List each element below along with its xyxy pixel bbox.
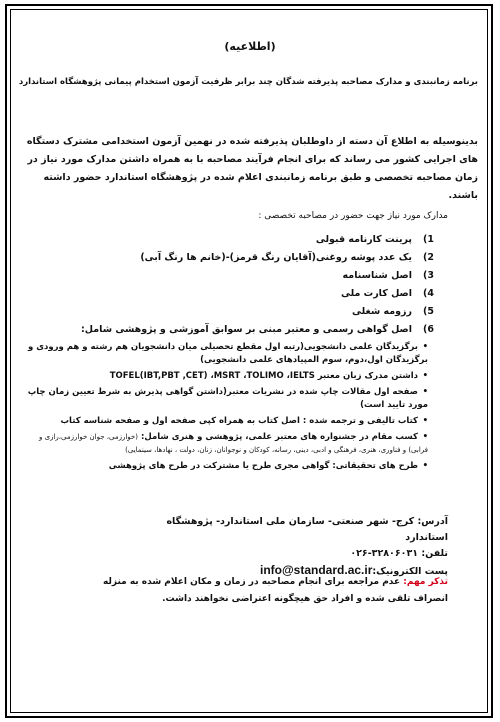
list-item: 6)اصل گواهی رسمی و معتبر مبنی بر سوابق آموزشی و پژوهشی شامل: <box>81 324 434 335</box>
academic-records-list <box>22 341 478 473</box>
bullet-icon: • <box>422 342 428 352</box>
list-item: •داشتن مدرک زبان معتبر TOFEL(IBT,PBT ,CET) ،MSRT ،TOLIMO ،IELTS <box>109 371 428 381</box>
bullet-icon: • <box>422 432 428 442</box>
festival-details: (خوارزمی، جوان خوارزمی،رازی و فرابی) و فناوری، هنری، فرهنگی و ادبی، دینی، رسانه، کودکان و نوجوانان، زنان، دولت ، نهادها، سینمایی) <box>39 433 428 454</box>
required-documents-heading: مدارک مورد نیاز جهت حضور در مصاحبه تخصصی : <box>258 211 448 221</box>
required-documents-list <box>22 233 478 337</box>
list-item: •طرح های تحقیقاتی: گواهی مجری طرح یا مشترکت در طرح های پژوهشی <box>108 461 428 471</box>
bullet-icon: • <box>422 416 428 426</box>
list-item: •صفحه اول مقالات چاپ شده در نشریات معتبر(داشتن گواهی پذیرش به شرط تعیین زمان چاپ مورد تایید است) <box>27 387 428 410</box>
bullet-icon: • <box>422 371 428 381</box>
address-text: آدرس: کرج- شهر صنعتی- سازمان ملی استاندارد- پژوهشگاه استاندارد <box>166 516 448 543</box>
list-item: •کتاب تالیفی و ترجمه شده : اصل کتاب به همراه کپی صفحه اول و صفحه شناسه کتاب <box>60 416 428 426</box>
email-link[interactable]: info@standard.ac.ir <box>259 563 373 577</box>
announcement-body <box>18 40 478 476</box>
list-item: 1)پرینت کارنامه قبولی <box>315 234 434 245</box>
email-line: پست الکترونیک:info@standard.ac.ir <box>259 563 448 577</box>
phone-number: ۰۲۶-۳۲۸۰۶۰۳۱ <box>350 548 419 559</box>
bullet-icon: • <box>422 461 428 471</box>
contact-info <box>148 514 448 580</box>
list-item: •برگزیدگان علمی دانشجویی(رتبه اول مقطع تحصیلی میان دانشجویان هم رشته و هم ورودی و برگزیدگان اول،دوم، سوم المپیادهای علمی دانشجویی) <box>27 342 428 365</box>
important-notice <box>68 574 448 608</box>
list-item: 5)رزومه شغلی <box>352 306 434 317</box>
notice-text: عدم مراجعه برای انجام مصاحبه در زمان و مکان اعلام شده به منزله انصراف تلقی شده و افراد حق هیچگونه اعتراضی نخواهند داشت. <box>103 577 448 604</box>
list-item: •کسب مقام در جشنواره های معتبر علمی، پژوهشی و هنری شامل: (خوارزمی، جوان خوارزمی،رازی و فرابی) و فناوری، هنری، فرهنگی و ادبی، دینی، رسانه، کودکان و نوجوانان، زنان، دولت ، نهادها، سینمایی) <box>39 432 428 454</box>
list-item: 4)اصل کارت ملی <box>340 288 434 299</box>
list-item: 2)یک عدد پوشه روغنی(آقایان رنگ قرمز)-(خانم ها رنگ آبی) <box>140 252 434 263</box>
phone-line: تلفن: ۰۲۶-۳۲۸۰۶۰۳۱ <box>148 546 448 562</box>
announcement-subtitle: برنامه زمانبندی و مدارک مصاحبه پذیرفته شدگان چند برابر ظرفیت آزمون استخدام پیمانی پژوهشگاه استاندارد <box>18 77 478 87</box>
notice-label: تذکر مهم: <box>403 577 448 587</box>
bullet-icon: • <box>422 387 428 397</box>
list-item: 3)اصل شناسنامه <box>342 270 434 281</box>
intro-paragraph: بدینوسیله به اطلاع آن دسته از داوطلبان پذیرفته شده در نهمین آزمون استخدامی مشترک دستگاه های اجرایی کشور می رساند که برای انجام فرآیند مصاحبه با به همراه داشتن مدارک مورد نیاز در زمان مصاحبه تخصصی و طبق برنامه زمانبندی اعلام شده در پژوهشگاه استاندارد حضور داشته باشند. <box>26 136 478 201</box>
announcement-title: (اطلاعیه) <box>224 40 276 53</box>
